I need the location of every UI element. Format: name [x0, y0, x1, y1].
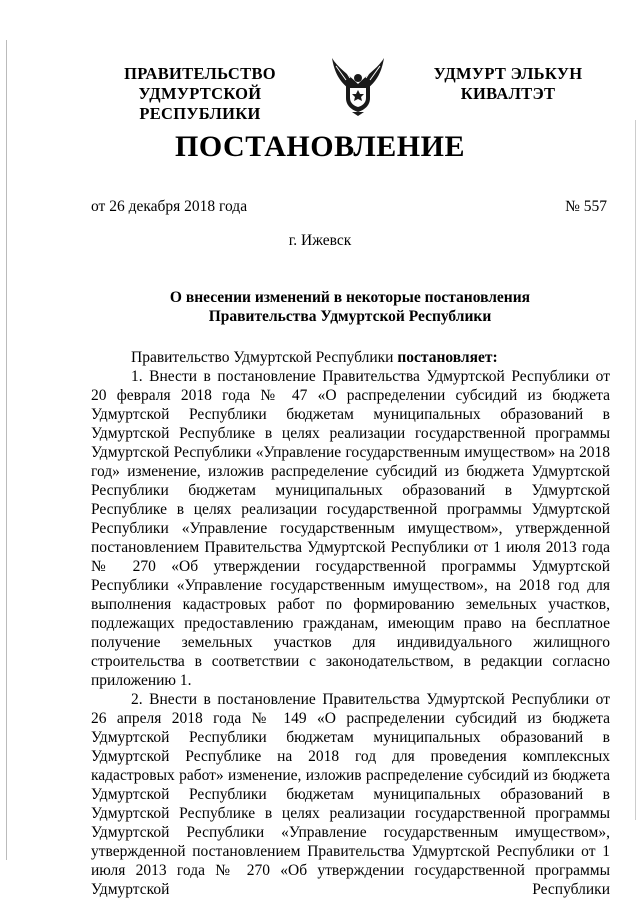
paragraph-2: 2. Внести в постановление Правительства Удмуртской Республики от 26 апреля 2018 года № 149 «О распределении субсидий из бюджета Удмуртской Республики бюджетам муниципальных образований в Удмуртской Республике на 2018 год для проведения комплексных кадастровых работ» изменение, изложив распределение субсидий из бюджета Удмуртской Республики бюджетам муниципальных образований в Удмуртской Республике в целях реализации государственной программы Удмуртской Республики «Управление государственным имуществом», утвержденной постановлением Правительства Удмуртской Республики от 1 июля 2013 года № 270 «Об утверждении государственной программы Удмуртской Республики	[91, 691, 610, 898]
paragraph-1: 1. Внести в постановление Правительства Удмуртской Республики от 20 февраля 2018 года № 47 «О распределении субсидий из бюджета Удмуртской Республики бюджетам муниципальных образований в Удмуртской Республике в целях реализации государственной программы Удмуртской Республики «Управление государственным имуществом» на 2018 год» изменение, изложив распределение субсидий из бюджета Удмуртской Республики бюджетам муниципальных образований в Удмуртской Республике в целях реализации государственной программы Удмуртской Республики «Управление государственным имуществом», утвержденной постановлением Правительства Удмуртской Республики от 1 июля 2013 года № 270 «Об утверждении государственной программы Удмуртской Республики «Управление государственным имуществом», на 2018 год для выполнения кадастровых работ по формированию земельных участков, подлежащих предоставлению гражданам, имеющим право на бесплатное получение земельных участков для индивидуального жилищного строительства в соответствии с законодательством, в редакции согласно приложению 1.	[91, 368, 610, 689]
intro-text: Правительство Удмуртской Республики	[131, 349, 398, 366]
header-right-line1: УДМУРТ ЭЛЬКУН	[433, 64, 583, 83]
subject-line2: Правительства Удмуртской Республики	[208, 308, 492, 325]
intro-paragraph	[91, 348, 610, 367]
document-body	[91, 348, 610, 899]
coat-of-arms-icon	[330, 54, 386, 116]
document-date: от 26 декабря 2018 года	[91, 198, 248, 215]
header-left-line1: ПРАВИТЕЛЬСТВО	[124, 64, 276, 83]
header-left-line2: УДМУРТСКОЙ РЕСПУБЛИКИ	[138, 84, 262, 123]
document-number: № 557	[565, 198, 607, 215]
document-title: ПОСТАНОВЛЕНИЕ	[175, 130, 465, 163]
subject-line1: О внесении изменений в некоторые постановления	[169, 289, 531, 306]
header-right-line2: КИВАЛТЭТ	[460, 84, 556, 103]
header-left	[80, 64, 320, 124]
intro-verb: постановляет:	[397, 349, 498, 366]
header-right	[418, 64, 598, 104]
document-city: г. Ижевск	[288, 232, 352, 249]
document-subject	[120, 288, 580, 326]
scan-edge-right	[635, 120, 636, 820]
